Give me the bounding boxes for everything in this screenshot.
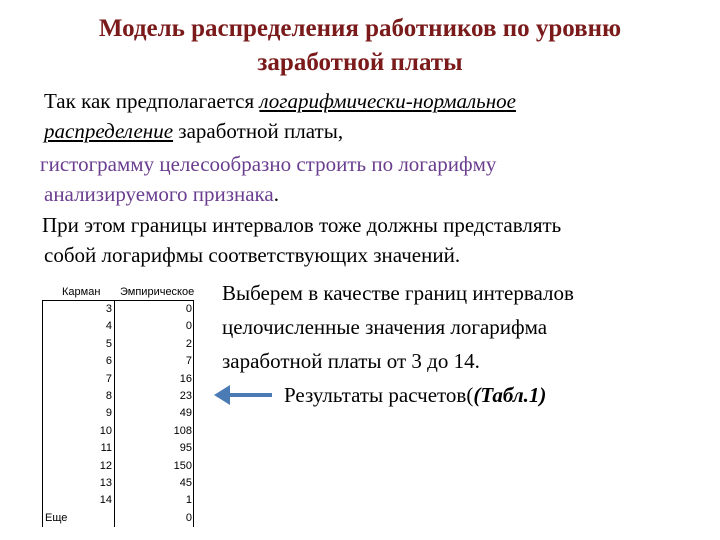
p1-text-1: Так как предполагается xyxy=(44,89,260,113)
rt-table-ref: (Табл.1) xyxy=(473,383,547,407)
table-row xyxy=(43,353,193,370)
table-row xyxy=(43,440,193,457)
cell-empirical: 0 xyxy=(185,511,192,524)
cell-karman: 10 xyxy=(43,423,115,440)
rt-line-1: Выберем в качестве границ интервалов xyxy=(222,281,574,305)
header-karman: Карман xyxy=(62,286,101,298)
table-row xyxy=(43,458,193,475)
cell-empirical: 0 xyxy=(185,303,192,315)
paragraph-1 xyxy=(44,86,516,146)
cell-karman: 9 xyxy=(43,405,115,422)
cell-karman: 11 xyxy=(43,440,115,457)
cell-karman: 7 xyxy=(43,371,115,388)
p1-link-distribution[interactable]: распределение xyxy=(44,119,174,143)
title-line-1: Модель распределения работников по уровню xyxy=(98,15,622,42)
cell-karman: 5 xyxy=(43,336,115,353)
histogram-table xyxy=(42,282,194,527)
cell-karman: 3 xyxy=(43,301,115,318)
table-row xyxy=(43,423,193,440)
cell-empirical: 2 xyxy=(185,337,192,350)
left-arrow-icon xyxy=(212,382,274,408)
cell-empirical: 49 xyxy=(179,407,192,420)
slide-title xyxy=(0,12,720,80)
table-row xyxy=(43,510,193,527)
rt-line-2: целочисленные значения логарифма xyxy=(222,315,548,339)
cell-karman: 4 xyxy=(43,318,115,335)
cell-karman: 6 xyxy=(43,353,115,370)
table-row xyxy=(43,475,193,492)
table-row xyxy=(43,492,193,509)
header-empirical: Эмпирическое xyxy=(120,286,195,298)
title-line-2: заработной платы xyxy=(257,49,463,76)
cell-empirical: 7 xyxy=(185,355,192,368)
p3-line-2: собой логарифмы соответствующих значений. xyxy=(44,243,461,267)
cell-empirical: 150 xyxy=(173,459,192,472)
p3-line-1: При этом границы интервалов тоже должны представлять xyxy=(42,213,562,237)
table-row xyxy=(43,336,193,353)
cell-empirical: 45 xyxy=(179,476,192,489)
paragraph-3 xyxy=(42,210,561,270)
cell-empirical: 0 xyxy=(185,320,192,333)
p1-text-2: заработной платы, xyxy=(173,119,344,143)
right-text xyxy=(222,276,574,412)
cell-karman: 13 xyxy=(43,475,115,492)
rt-line-4: Результаты расчетов( xyxy=(284,383,474,407)
cell-empirical: 23 xyxy=(179,389,192,402)
table-body xyxy=(42,301,194,527)
table-row xyxy=(43,301,193,318)
cell-empirical: 1 xyxy=(185,494,192,507)
p2-line-1: гистограмму целесообразно строить по логарифму xyxy=(40,152,497,176)
cell-karman: 8 xyxy=(43,388,115,405)
table-row xyxy=(43,371,193,388)
p2-line-2: анализируемого признака xyxy=(44,182,274,206)
rt-line-3: заработной платы от 3 до 14. xyxy=(222,349,480,373)
cell-karman: 14 xyxy=(43,492,115,509)
p1-link-lognormal[interactable]: логарифмически-нормальное xyxy=(259,89,516,113)
table-header xyxy=(42,282,194,301)
cell-karman: 12 xyxy=(43,458,115,475)
cell-empirical: 95 xyxy=(179,442,192,455)
paragraph-2 xyxy=(40,149,496,209)
table-row xyxy=(43,318,193,335)
table-row xyxy=(43,388,193,405)
table-row xyxy=(43,405,193,422)
p2-period: . xyxy=(273,182,279,206)
cell-empirical: 16 xyxy=(179,372,192,385)
cell-empirical: 108 xyxy=(173,424,192,437)
cell-karman: Еще xyxy=(43,510,115,527)
